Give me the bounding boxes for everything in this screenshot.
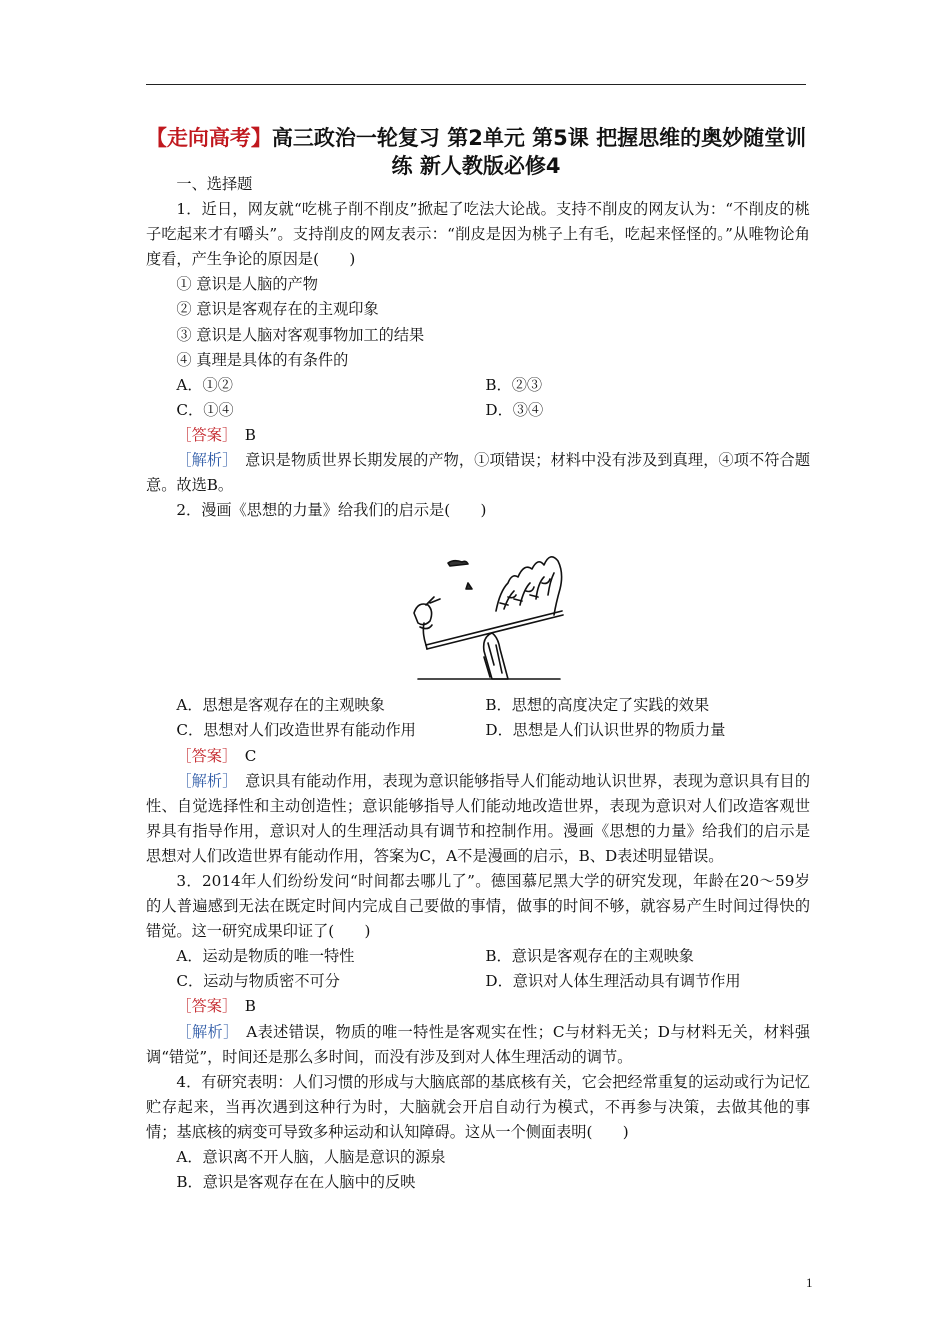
option-c: C．运动与物质密不可分 bbox=[176, 972, 340, 991]
analysis-tag: ［解析］ bbox=[176, 451, 238, 470]
option-d: D．意识对人体生理活动具有调节作用 bbox=[485, 972, 741, 991]
question-3-options-row bbox=[146, 969, 810, 994]
option-a: A．意识离不开人脑，人脑是意识的源泉 bbox=[176, 1148, 446, 1166]
question-3-stem: 3．2014年人们纷纷发问“时间都去哪儿了”。德国慕尼黑大学的研究发现，年龄在20～59岁的人普遍感到无法在既定时间内完成自己要做的事情，做事的时间不够，就容易产生时间过得快的错觉。这一研究成果印证了( ) bbox=[146, 871, 810, 941]
analysis-tag: ［解析］ bbox=[176, 771, 238, 790]
analysis-text: 意识具有能动作用，表现为意识能够指导人们能动地认识世界，表现为意识具有目的性、自觉选择性和主动创造性；意识能够指导人们能动地改造世界，表现为意识对人们改造客观世界具有指导作用，意识对人的生理活动具有调节和控制作用。漫画《思想的力量》给我们的启示是思想对人们改造世界有能动作用，答案为C，A不是漫画的启示，B、D表述明显错误。 bbox=[146, 771, 811, 865]
option-b: B．意识是客观存在在人脑中的反映 bbox=[176, 1173, 416, 1192]
question-1-options-row bbox=[146, 398, 810, 423]
analysis-text: A表述错误，物质的唯一特性是客观实在性；C与材料无关；D与材料无关，材料强调“错觉”，时间还是那么多时间，而没有涉及到对人体生理活动的调节。 bbox=[146, 1022, 811, 1066]
answer-tag: ［答案］ bbox=[176, 997, 238, 1016]
option-a: A．①② bbox=[176, 375, 233, 394]
option-a: A．运动是物质的唯一特性 bbox=[176, 947, 355, 966]
question-1-item: ① 意识是人脑的产物 bbox=[176, 275, 318, 294]
question-1-item: ③ 意识是人脑对客观事物加工的结果 bbox=[176, 325, 425, 344]
option-c: C．思想对人们改造世界有能动作用 bbox=[176, 721, 416, 740]
question-2-options-row bbox=[146, 718, 810, 743]
question-2-answer bbox=[146, 744, 810, 769]
answer-value: C bbox=[244, 746, 257, 765]
option-c: C．①④ bbox=[176, 400, 234, 419]
question-2-stem: 2．漫画《思想的力量》给我们的启示是( ) bbox=[176, 501, 487, 520]
option-b: B．②③ bbox=[485, 375, 543, 394]
question-1-options-row bbox=[146, 373, 810, 398]
question-1-item: ② 意识是客观存在的主观印象 bbox=[176, 300, 379, 319]
option-d: D．思想是人们认识世界的物质力量 bbox=[485, 721, 726, 740]
question-3-answer bbox=[146, 994, 810, 1019]
cartoon-figure bbox=[146, 523, 810, 693]
answer-tag: ［答案］ bbox=[176, 746, 238, 765]
option-d: D．③④ bbox=[485, 400, 544, 419]
question-2-analysis bbox=[146, 769, 810, 869]
question-1-item: ④ 真理是具体的有条件的 bbox=[176, 350, 349, 369]
option-b: B．意识是客观存在的主观映象 bbox=[485, 947, 694, 966]
page-number: 1 bbox=[806, 1275, 813, 1290]
section-heading: 一、选择题 bbox=[176, 175, 253, 193]
option-b: B．思想的高度决定了实践的效果 bbox=[485, 696, 710, 715]
cartoon-image bbox=[404, 533, 574, 693]
option-a: A．思想是客观存在的主观映象 bbox=[176, 696, 385, 715]
question-2-options-row bbox=[146, 693, 810, 718]
question-3-options-row bbox=[146, 944, 810, 969]
answer-tag: ［答案］ bbox=[176, 425, 238, 444]
document-body bbox=[146, 172, 810, 1195]
question-3-analysis bbox=[146, 1020, 810, 1070]
title-tag: 【走向高考】 bbox=[145, 126, 272, 150]
question-4-stem: 4．有研究表明：人们习惯的形成与大脑底部的基底核有关，它会把经常重复的运动或行为记忆贮存起来，当再次遇到这种行为时，大脑就会开启自动行为模式，不再参与决策，去做其他的事情；基底核的病变可导致多种运动和认知障碍。这从一个侧面表明( ) bbox=[146, 1072, 810, 1141]
answer-value: B bbox=[244, 997, 256, 1016]
answer-value: B bbox=[244, 425, 256, 444]
analysis-tag: ［解析］ bbox=[176, 1022, 239, 1041]
title-text: 高三政治一轮复习 第2单元 第5课 把握思维的奥妙随堂训练 新人教版必修4 bbox=[271, 126, 807, 178]
analysis-text: 意识是物质世界长期发展的产物，①项错误；材料中没有涉及到真理，④项不符合题意。故选B。 bbox=[146, 451, 811, 495]
question-1-stem: 1．近日，网友就“吃桃子削不削皮”掀起了吃法大论战。支持不削皮的网友认为：“不削皮的桃子吃起来才有嚼头”。支持削皮的网友表示：“削皮是因为桃子上有毛，吃起来怪怪的。”从唯物论角度看，产生争论的原因是( ) bbox=[146, 200, 810, 269]
header-rule bbox=[146, 84, 806, 85]
question-1-analysis bbox=[146, 448, 810, 498]
question-1-answer bbox=[146, 423, 810, 448]
